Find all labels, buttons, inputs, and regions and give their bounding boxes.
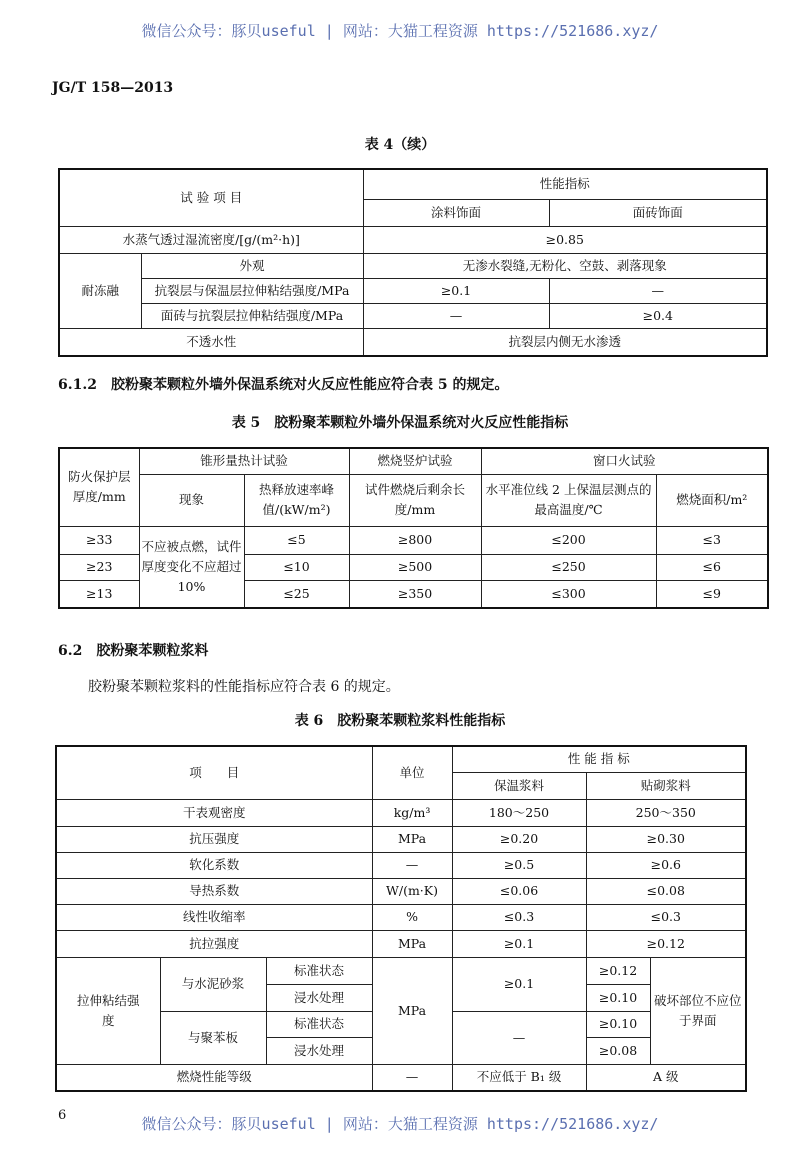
cell: ≥0.08: [586, 1037, 650, 1064]
cell: 线性收缩率: [56, 904, 372, 930]
cell: 面砖与抗裂层拉伸粘结强度/MPa: [141, 303, 363, 328]
cell: 试件燃烧后剩余长度/mm: [349, 474, 481, 526]
cell: MPa: [372, 826, 452, 852]
section-6-2: 6.2 胶粉聚苯颗粒浆料: [58, 643, 209, 659]
cell: 项 目: [56, 746, 372, 799]
cell: ≥800: [349, 526, 481, 554]
cell: 拉伸粘结强度: [56, 957, 160, 1064]
cell: —: [363, 303, 549, 328]
cell: 与水泥砂浆: [160, 957, 266, 1011]
cell: —: [372, 1064, 452, 1091]
cell: 热释放速率峰值/(kW/m²): [244, 474, 349, 526]
cell: MPa: [372, 957, 452, 1064]
cell: ≥0.10: [586, 1011, 650, 1037]
cell: 燃烧性能等级: [56, 1064, 372, 1091]
cell: 耐冻融: [59, 253, 141, 328]
section-6-1-2: 6.1.2 胶粉聚苯颗粒外墙外保温系统对火反应性能应符合表 5 的规定。: [58, 377, 509, 393]
cell: ≥33: [59, 526, 139, 554]
cell: A 级: [586, 1064, 746, 1091]
cell: 导热系数: [56, 878, 372, 904]
cell: %: [372, 904, 452, 930]
header-perf: 性能指标: [363, 169, 767, 199]
cell: ≥350: [349, 580, 481, 608]
cell: 浸水处理: [266, 1037, 372, 1064]
cell: ≤300: [481, 580, 656, 608]
cell: 抗裂层内侧无水渗透: [363, 328, 767, 356]
cell: 防火保护层厚度/mm: [59, 448, 139, 526]
cell: 现象: [139, 474, 244, 526]
cell: 180～250: [452, 799, 586, 826]
cell: 破坏部位不应位于界面: [650, 957, 746, 1064]
header-tile: 面砖饰面: [549, 199, 767, 226]
cell: ≥0.5: [452, 852, 586, 878]
cell: ≥0.1: [452, 930, 586, 957]
cell: ≤3: [656, 526, 768, 554]
cell: 外观: [141, 253, 363, 278]
cell: ≥0.4: [549, 303, 767, 328]
cell: —: [549, 278, 767, 303]
cell: ≤6: [656, 554, 768, 580]
cell: ≥0.30: [586, 826, 746, 852]
cell: ≤5: [244, 526, 349, 554]
cell: ≤0.3: [586, 904, 746, 930]
header-item: 试 验 项 目: [59, 169, 363, 226]
cell: ≥0.85: [363, 226, 767, 253]
cell: ≥0.6: [586, 852, 746, 878]
cell: 干表观密度: [56, 799, 372, 826]
cell: 抗拉强度: [56, 930, 372, 957]
cell: 无渗水裂缝,无粉化、空鼓、剥落现象: [363, 253, 767, 278]
cell: kg/m³: [372, 799, 452, 826]
cell: ≤0.3: [452, 904, 586, 930]
cell: 标准状态: [266, 1011, 372, 1037]
cell: ≥500: [349, 554, 481, 580]
cell: ≤9: [656, 580, 768, 608]
cell: ≥0.12: [586, 957, 650, 984]
cell: ≥23: [59, 554, 139, 580]
cell: 燃烧面积/m²: [656, 474, 768, 526]
cell: ≥13: [59, 580, 139, 608]
cell: 不透水性: [59, 328, 363, 356]
cell: ≥0.1: [363, 278, 549, 303]
cell: ≤200: [481, 526, 656, 554]
watermark-top: 微信公众号：豚贝useful | 网站：大猫工程资源 https://521686.xyz/: [141, 22, 659, 40]
cell: ≤25: [244, 580, 349, 608]
watermark-bottom: 微信公众号：豚贝useful | 网站：大猫工程资源 https://521686.xyz/: [141, 1115, 659, 1133]
cell: ≤10: [244, 554, 349, 580]
table5-caption: 表 5 胶粉聚苯颗粒外墙外保温系统对火反应性能指标: [231, 415, 569, 431]
cell: 贴砌浆料: [586, 772, 746, 799]
header-coating: 涂料饰面: [363, 199, 549, 226]
table-4: [58, 168, 768, 357]
cell: MPa: [372, 930, 452, 957]
cell: 软化系数: [56, 852, 372, 878]
page-number: 6: [58, 1108, 67, 1123]
cell: 水蒸气透过湿流密度/[g/(m²·h)]: [59, 226, 363, 253]
cell: ≥0.12: [586, 930, 746, 957]
cell: ≤0.08: [586, 878, 746, 904]
table-6: [55, 745, 747, 1092]
cell: 不应被点燃，试件厚度变化不应超过 10%: [139, 526, 244, 608]
cell: ≥0.10: [586, 984, 650, 1011]
cell: ≤250: [481, 554, 656, 580]
table4-caption: 表 4（续）: [364, 137, 436, 153]
standard-code: JG/T 158—2013: [52, 80, 174, 96]
cell: ≥0.20: [452, 826, 586, 852]
cell: 250～350: [586, 799, 746, 826]
cell: ≥0.1: [452, 957, 586, 1011]
cell: 水平准位线 2 上保温层测点的最高温度/℃: [481, 474, 656, 526]
table-5: [58, 447, 769, 609]
cell: 不应低于 B₁ 级: [452, 1064, 586, 1091]
cell: ≤0.06: [452, 878, 586, 904]
section-6-2-text: 胶粉聚苯颗粒浆料的性能指标应符合表 6 的规定。: [88, 679, 400, 695]
cell: W/(m·K): [372, 878, 452, 904]
cell: 抗裂层与保温层拉伸粘结强度/MPa: [141, 278, 363, 303]
cell: 窗口火试验: [481, 448, 768, 474]
cell: 性 能 指 标: [452, 746, 746, 772]
cell: 与聚苯板: [160, 1011, 266, 1064]
cell: 单位: [372, 746, 452, 799]
cell: —: [452, 1011, 586, 1064]
cell: 燃烧竖炉试验: [349, 448, 481, 474]
cell: 浸水处理: [266, 984, 372, 1011]
cell: 锥形量热计试验: [139, 448, 349, 474]
cell: 抗压强度: [56, 826, 372, 852]
cell: —: [372, 852, 452, 878]
table6-caption: 表 6 胶粉聚苯颗粒浆料性能指标: [294, 713, 506, 729]
cell: 保温浆料: [452, 772, 586, 799]
cell: 标准状态: [266, 957, 372, 984]
